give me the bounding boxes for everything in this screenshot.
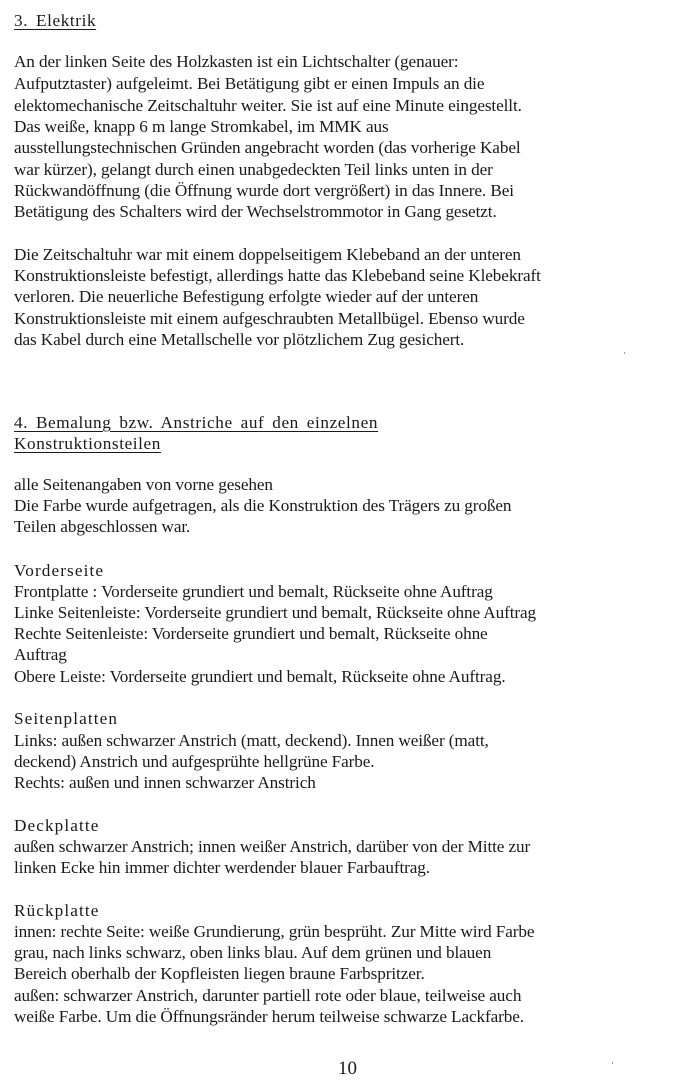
rueckplatte-title: Rückplatte bbox=[14, 901, 100, 920]
text-line: Betätigung des Schalters wird der Wechselstrommotor in Gang gesetzt. bbox=[14, 202, 497, 221]
deckplatte-title: Deckplatte bbox=[14, 816, 100, 835]
text-line: weiße Farbe. Um die Öffnungsränder herum teilweise schwarze Lackfarbe. bbox=[14, 1007, 525, 1026]
page-number: 10 bbox=[338, 1058, 357, 1079]
text-line: das Kabel durch eine Metallschelle vor plötzlichem Zug gesichert. bbox=[14, 330, 465, 349]
text-line: Obere Leiste: Vorderseite grundiert und bemalt, Rückseite ohne Auftrag. bbox=[14, 667, 506, 686]
text-line: Linke Seitenleiste: Vorderseite grundiert und bemalt, Rückseite ohne Auftrag bbox=[14, 603, 537, 622]
text-line: An der linken Seite des Holzkasten ist ein Lichtschalter (genauer: bbox=[14, 52, 459, 71]
text-line: Rechte Seitenleiste: Vorderseite grundiert und bemalt, Rückseite ohne bbox=[14, 624, 488, 643]
text-line: Die Zeitschaltuhr war mit einem doppelseitigem Klebeband an der unteren bbox=[14, 245, 521, 264]
text-line: ausstellungstechnischen Gründen angebracht worden (das vorherige Kabel bbox=[14, 138, 521, 157]
scan-speck bbox=[612, 1062, 613, 1064]
text-line: Konstruktionsleiste mit einem aufgeschraubten Metallbügel. Ebenso wurde bbox=[14, 309, 525, 328]
text-line: Konstruktionsleiste befestigt, allerdings hatte das Klebeband seine Klebekraft bbox=[14, 266, 541, 285]
text-line: war kürzer), gelangt durch einen unabgedeckten Teil links unten in der bbox=[14, 160, 493, 179]
text-line: Auftrag bbox=[14, 645, 67, 664]
scan-speck bbox=[624, 352, 625, 354]
vorderseite-title: Vorderseite bbox=[14, 561, 105, 580]
text-line: Rückwandöffnung (die Öffnung wurde dort vergrößert) in das Innere. Bei bbox=[14, 181, 514, 200]
text-line: deckend) Anstrich und aufgesprühte hellgrüne Farbe. bbox=[14, 752, 375, 771]
text-line: außen schwarzer Anstrich; innen weißer Anstrich, darüber von der Mitte zur bbox=[14, 837, 531, 856]
text-line: innen: rechte Seite: weiße Grundierung, grün besprüht. Zur Mitte wird Farbe bbox=[14, 922, 535, 941]
text-line: verloren. Die neuerliche Befestigung erfolgte wieder auf der unteren bbox=[14, 287, 479, 306]
section-4-heading-line: Konstruktionsteilen bbox=[14, 434, 161, 453]
text-line: alle Seitenangaben von vorne gesehen bbox=[14, 475, 273, 494]
text-line: Rechts: außen und innen schwarzer Anstrich bbox=[14, 773, 316, 792]
text-line: außen: schwarzer Anstrich, darunter partiell rote oder blaue, teilweise auch bbox=[14, 986, 522, 1005]
text-line: Die Farbe wurde aufgetragen, als die Konstruktion des Trägers zu großen bbox=[14, 496, 512, 515]
text-line: Bereich oberhalb der Kopfleisten liegen braune Farbspritzer. bbox=[14, 964, 425, 983]
text-line: elektomechanische Zeitschaltuhr weiter. Sie ist auf eine Minute eingestellt. bbox=[14, 96, 522, 115]
section-4-heading-line: 4. Bemalung bzw. Anstriche auf den einzelnen bbox=[14, 413, 379, 432]
seitenplatten-title: Seitenplatten bbox=[14, 709, 119, 728]
text-line: Aufputztaster) aufgeleimt. Bei Betätigung gibt er einen Impuls an die bbox=[14, 74, 485, 93]
text-line: Teilen abgeschlossen war. bbox=[14, 517, 191, 536]
text-line: grau, nach links schwarz, oben links blau. Auf dem grünen und blauen bbox=[14, 943, 492, 962]
text-line: Frontplatte : Vorderseite grundiert und bemalt, Rückseite ohne Auftrag bbox=[14, 582, 493, 601]
text-line: Links: außen schwarzer Anstrich (matt, deckend). Innen weißer (matt, bbox=[14, 731, 489, 750]
text-line: linken Ecke hin immer dichter werdender blauer Farbauftrag. bbox=[14, 858, 430, 877]
text-line: Das weiße, knapp 6 m lange Stromkabel, im MMK aus bbox=[14, 117, 389, 136]
section-3-heading: 3. Elektrik bbox=[14, 11, 97, 30]
